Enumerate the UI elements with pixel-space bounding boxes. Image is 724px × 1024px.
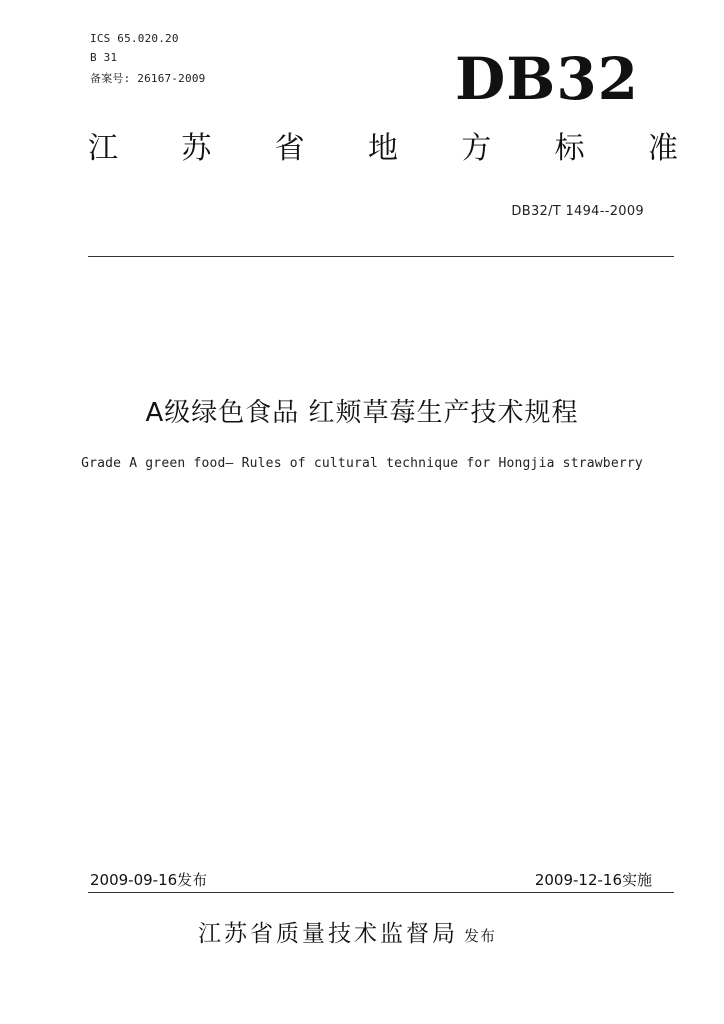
filing-number: 备案号: 26167-2009 — [90, 72, 206, 85]
ccs-code: B 31 — [90, 51, 118, 64]
issuing-authority — [198, 915, 496, 948]
top-divider — [88, 256, 674, 257]
standard-type-char: 方 — [461, 131, 492, 166]
standard-number: DB32/T 1494--2009 — [511, 204, 644, 219]
standard-type-char: 地 — [367, 131, 398, 166]
implementation-date: 2009-12-16实施 — [534, 871, 652, 889]
standard-code-logo: DB32 — [455, 45, 640, 113]
standard-type-char: 江 — [88, 131, 118, 166]
document-title-chinese: A级绿色食品 红颊草莓生产技术规程 — [145, 398, 579, 428]
ics-code: ICS 65.020.20 — [90, 32, 179, 45]
standard-type-char: 省 — [274, 131, 305, 166]
standard-type-char: 苏 — [181, 131, 212, 166]
release-date: 2009-09-16发布 — [90, 871, 208, 889]
standard-type-char: 准 — [647, 131, 678, 166]
document-title-english: Grade A green food— Rules of cultural technique for Hongjia strawberry — [81, 456, 643, 471]
issuer-suffix: 发布 — [464, 927, 497, 945]
standard-type-heading — [88, 131, 678, 166]
standard-type-char: 标 — [554, 131, 585, 166]
issuer-name: 江苏省质量技术监督局 — [198, 921, 458, 947]
bottom-divider — [88, 892, 674, 893]
